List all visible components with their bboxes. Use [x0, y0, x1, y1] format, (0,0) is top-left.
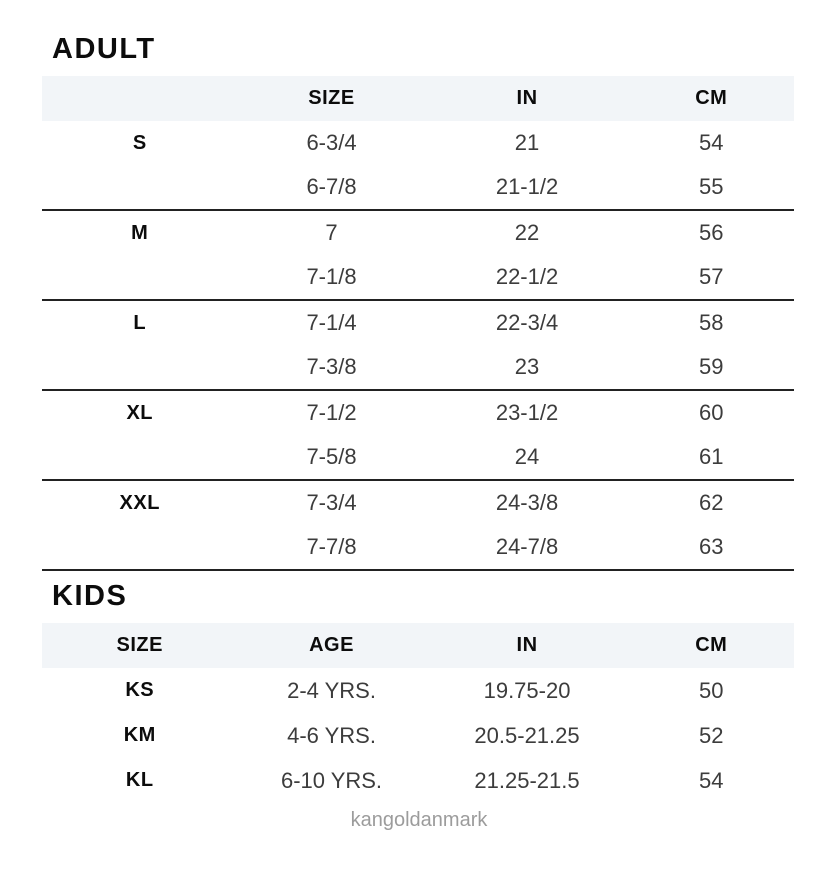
table-row	[42, 255, 794, 301]
cm-cell: 62	[699, 490, 724, 515]
cm-cell: 61	[699, 444, 724, 469]
cm-cell: 59	[699, 354, 724, 379]
age-cell: 4-6 YRS.	[287, 722, 376, 748]
in-cell: 22-3/4	[495, 310, 559, 335]
size-label-cell: M	[131, 221, 149, 244]
cm-cell: 58	[699, 310, 724, 335]
in-cell: 21.25-21.5	[474, 767, 580, 793]
size-cell: 7-1/2	[306, 400, 357, 425]
kids-col-header-in: IN	[516, 634, 538, 656]
in-cell: 19.75-20	[483, 677, 571, 703]
size-cell: 7-3/4	[306, 490, 357, 515]
age-cell: 6-10 YRS.	[280, 767, 383, 793]
in-cell: 24	[514, 444, 540, 469]
size-label-cell: KS	[125, 679, 155, 701]
size-label-cell: KL	[125, 769, 154, 791]
adult-col-header-size: SIZE	[308, 87, 355, 109]
table-row	[42, 481, 794, 525]
in-cell: 21	[514, 130, 540, 155]
table-row	[42, 165, 794, 211]
size-cell: 7-3/8	[306, 354, 357, 379]
cm-cell: 56	[699, 220, 724, 245]
cm-cell: 54	[699, 767, 724, 793]
kids-col-header-age: AGE	[309, 634, 354, 656]
in-cell: 22	[514, 220, 540, 245]
in-cell: 22-1/2	[495, 264, 559, 289]
size-cell: 7-7/8	[306, 534, 357, 559]
size-label-cell: S	[132, 131, 147, 154]
table-row	[42, 525, 794, 571]
cm-cell: 55	[699, 174, 724, 199]
size-label-cell: XXL	[119, 491, 160, 514]
table-row	[42, 435, 794, 481]
in-cell: 20.5-21.25	[474, 722, 580, 748]
size-cell: 6-3/4	[306, 130, 357, 155]
adult-size-table	[42, 76, 794, 571]
table-row	[42, 345, 794, 391]
kids-col-header-cm: CM	[695, 634, 728, 656]
cm-cell: 54	[699, 130, 724, 155]
adult-col-header-in: IN	[516, 87, 538, 109]
in-cell: 23-1/2	[495, 400, 559, 425]
watermark-text: kangoldanmark	[350, 809, 488, 831]
in-cell: 23	[514, 354, 540, 379]
size-label-cell: XL	[126, 401, 154, 424]
cm-cell: 57	[699, 264, 724, 289]
cm-cell: 52	[699, 722, 724, 748]
adult-section-title: ADULT	[52, 33, 156, 65]
cm-cell: 50	[699, 677, 724, 703]
table-row	[42, 668, 794, 713]
kids-table-header-row	[42, 623, 794, 668]
kids-section-title: KIDS	[52, 580, 128, 612]
table-row	[42, 121, 794, 165]
table-row	[42, 301, 794, 345]
in-cell: 24-3/8	[495, 490, 559, 515]
table-row	[42, 758, 794, 803]
in-cell: 21-1/2	[495, 174, 559, 199]
size-cell: 7-5/8	[306, 444, 357, 469]
size-label-cell: L	[133, 311, 147, 334]
table-row	[42, 211, 794, 255]
kids-size-table	[42, 623, 794, 803]
adult-table-header-row	[42, 76, 794, 121]
table-row	[42, 713, 794, 758]
size-cell: 7	[325, 220, 338, 245]
size-cell: 6-7/8	[306, 174, 357, 199]
age-cell: 2-4 YRS.	[287, 677, 376, 703]
kids-col-header-size: SIZE	[116, 634, 163, 656]
cm-cell: 60	[699, 400, 724, 425]
size-label-cell: KM	[123, 724, 156, 746]
size-cell: 7-1/8	[306, 264, 357, 289]
adult-col-header-cm: CM	[695, 87, 728, 109]
size-cell: 7-1/4	[306, 310, 357, 335]
table-row	[42, 391, 794, 435]
in-cell: 24-7/8	[495, 534, 559, 559]
cm-cell: 63	[699, 534, 724, 559]
